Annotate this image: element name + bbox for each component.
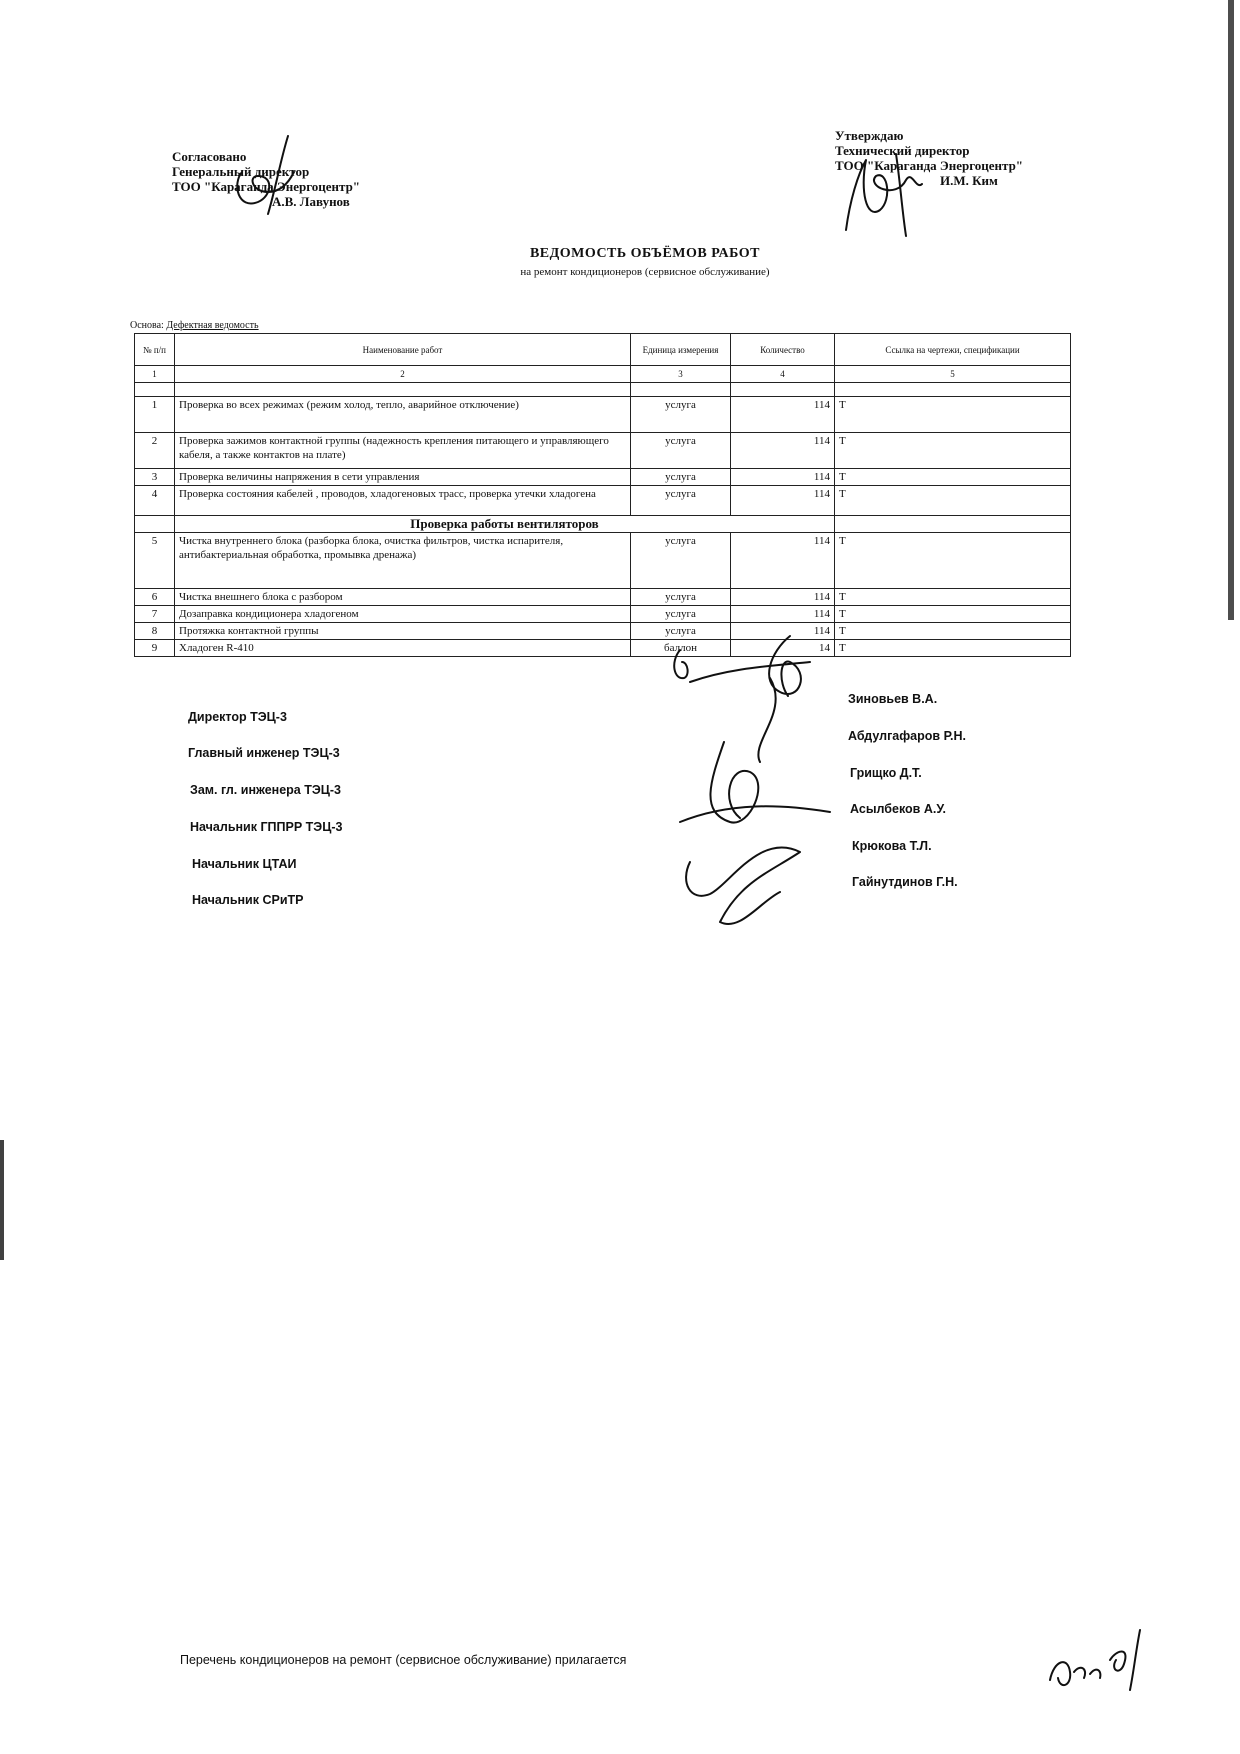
signature-left-ink xyxy=(228,132,308,222)
table-row xyxy=(135,486,1071,516)
row-name: Протяжка контактной группы xyxy=(175,623,631,640)
signer-name: Крюкова Т.Л. xyxy=(852,839,932,853)
row-unit: услуга xyxy=(631,533,731,589)
scan-edge-right xyxy=(1228,0,1234,620)
row-qty: 114 xyxy=(731,589,835,606)
row-num: 3 xyxy=(135,469,175,486)
row-ref: Т xyxy=(835,397,1071,433)
row-unit: услуга xyxy=(631,469,731,486)
header-ref: Ссылка на чертежи, спецификации xyxy=(835,334,1071,366)
row-num: 6 xyxy=(135,589,175,606)
position-director: Директор ТЭЦ-3 xyxy=(188,710,287,724)
table-header-row xyxy=(135,334,1071,366)
row-num: 7 xyxy=(135,606,175,623)
row-ref: Т xyxy=(835,433,1071,469)
row-ref: Т xyxy=(835,533,1071,589)
table-row xyxy=(135,533,1071,589)
row-ref: Т xyxy=(835,606,1071,623)
section-title: Проверка работы вентиляторов xyxy=(175,516,835,533)
signatures-cluster-ink xyxy=(660,632,860,942)
header-qty: Количество xyxy=(731,334,835,366)
signer-name: Абдулгафаров Р.Н. xyxy=(848,729,966,743)
position-head-ctai: Начальник ЦТАИ xyxy=(192,857,297,871)
header-unit: Единица измерения xyxy=(631,334,731,366)
row-qty: 114 xyxy=(731,469,835,486)
work-volume-table xyxy=(134,333,1071,657)
row-name: Проверка зажимов контактной группы (надежность крепления питающего и управляющего кабеля, а также контактов на плате) xyxy=(175,433,631,469)
basis-line xyxy=(130,320,259,331)
document-title: ВЕДОМОСТЬ ОБЪЁМОВ РАБОТ xyxy=(529,246,761,261)
col-number: 1 xyxy=(135,366,175,383)
position-head-sritr: Начальник СРиТР xyxy=(192,893,304,907)
signer-name: Гайнутдинов Г.Н. xyxy=(852,875,958,889)
row-unit: услуга xyxy=(631,433,731,469)
row-num: 8 xyxy=(135,623,175,640)
approval-right-line1: Утверждаю xyxy=(835,128,904,143)
row-qty: 14 xyxy=(731,640,835,657)
row-ref: Т xyxy=(835,623,1071,640)
table-row xyxy=(135,640,1071,657)
approval-left-line1: Согласовано xyxy=(172,149,247,164)
row-unit: услуга xyxy=(631,397,731,433)
row-unit: услуга xyxy=(631,623,731,640)
row-name: Чистка внешнего блока с разбором xyxy=(175,589,631,606)
row-qty: 114 xyxy=(731,433,835,469)
row-unit: услуга xyxy=(631,589,731,606)
signer-name: Асылбеков А.У. xyxy=(850,802,947,816)
header-num: № п/п xyxy=(135,334,175,366)
col-number: 4 xyxy=(731,366,835,383)
table-row xyxy=(135,606,1071,623)
row-unit: баллон xyxy=(631,640,731,657)
row-qty: 114 xyxy=(731,606,835,623)
row-name: Проверка во всех режимах (режим холод, тепло, аварийное отключение) xyxy=(175,397,631,433)
row-ref: Т xyxy=(835,640,1071,657)
row-ref: Т xyxy=(835,486,1071,516)
col-number: 2 xyxy=(175,366,631,383)
signer-name: Грищко Д.Т. xyxy=(850,766,922,780)
row-qty: 114 xyxy=(731,623,835,640)
document-subtitle: на ремонт кондиционеров (сервисное обслуживание) xyxy=(520,266,770,278)
approval-left-line2: Генеральный директор xyxy=(172,164,310,179)
footer-note: Перечень кондиционеров на ремонт (сервисное обслуживание) прилагается xyxy=(180,1653,627,1667)
row-name: Хладоген R-410 xyxy=(175,640,631,657)
row-num: 5 xyxy=(135,533,175,589)
row-num: 4 xyxy=(135,486,175,516)
table-row xyxy=(135,469,1071,486)
position-chief-engineer: Главный инженер ТЭЦ-3 xyxy=(188,746,340,760)
approval-right-signatory: И.М. Ким xyxy=(940,173,998,188)
row-num: 9 xyxy=(135,640,175,657)
row-name: Проверка состояния кабелей , проводов, хладогеновых трасс, проверка утечки хладогена xyxy=(175,486,631,516)
table-row xyxy=(135,589,1071,606)
col-number: 5 xyxy=(835,366,1071,383)
approval-right-line3: ТОО "Караганда Энергоцентр" xyxy=(835,158,1024,173)
row-ref: Т xyxy=(835,589,1071,606)
row-name: Чистка внутреннего блока (разборка блока, очистка фильтров, чистка испарителя, антибактериальная обработка, промывка дренажа) xyxy=(175,533,631,589)
row-qty: 114 xyxy=(731,397,835,433)
header-name: Наименование работ xyxy=(175,334,631,366)
row-qty: 114 xyxy=(731,533,835,589)
row-ref: Т xyxy=(835,469,1071,486)
row-qty: 114 xyxy=(731,486,835,516)
table-row xyxy=(135,433,1071,469)
scan-edge-left xyxy=(0,1140,4,1260)
row-num: 2 xyxy=(135,433,175,469)
row-name: Проверка величины напряжения в сети управления xyxy=(175,469,631,486)
footer-signature-ink xyxy=(1040,1620,1160,1700)
basis-label: Основа: xyxy=(130,320,164,331)
table-row xyxy=(135,623,1071,640)
column-number-row xyxy=(135,366,1071,383)
basis-value: Дефектная ведомость xyxy=(166,320,259,331)
table-row xyxy=(135,397,1071,433)
row-unit: услуга xyxy=(631,606,731,623)
row-name: Дозаправка кондиционера хладогеном xyxy=(175,606,631,623)
row-unit: услуга xyxy=(631,486,731,516)
approval-left-signatory: А.В. Лавунов xyxy=(272,194,350,209)
position-deputy-chief-engineer: Зам. гл. инженера ТЭЦ-3 xyxy=(190,783,341,797)
approval-right-line2: Технический директор xyxy=(835,143,970,158)
row-num: 1 xyxy=(135,397,175,433)
signer-name: Зиновьев В.А. xyxy=(848,692,938,706)
col-number: 3 xyxy=(631,366,731,383)
signature-right-ink xyxy=(836,150,946,240)
approval-left-line3: ТОО "Караганда Энергоцентр" xyxy=(172,179,361,194)
position-head-gpprr: Начальник ГППРР ТЭЦ-3 xyxy=(190,820,343,834)
section-row xyxy=(135,516,1071,533)
